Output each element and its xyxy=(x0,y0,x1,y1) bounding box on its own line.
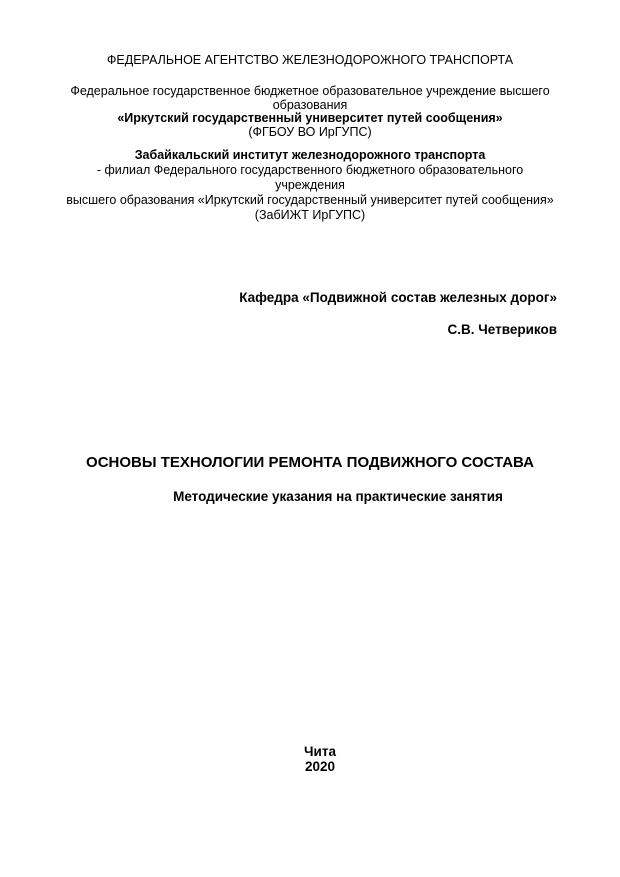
university-abbreviation: (ФГБОУ ВО ИрГУПС) xyxy=(248,124,372,139)
institute-name: Забайкальский институт железнодорожного транспорта xyxy=(134,148,486,162)
imprint-city: Чита xyxy=(304,744,336,759)
founder-line-2: образования xyxy=(272,97,348,112)
department-name: Кафедра «Подвижной состав железных дорог» xyxy=(239,290,557,305)
institute-line-1: - филиал Федерального государственного бюджетного образовательного xyxy=(96,163,524,177)
agency-name: ФЕДЕРАЛЬНОЕ АГЕНТСТВО ЖЕЛЕЗНОДОРОЖНОГО ТРАНСПОРТА xyxy=(106,53,514,67)
document-title: ОСНОВЫ ТЕХНОЛОГИИ РЕМОНТА ПОДВИЖНОГО СОСТАВА xyxy=(86,454,534,471)
institute-block xyxy=(63,148,557,223)
institute-line-3: высшего образования «Иркутский государственный университет путей сообщения» xyxy=(66,193,554,207)
author-name: С.В. Четвериков xyxy=(447,322,557,337)
founder-block xyxy=(63,85,557,139)
institute-line-2: учреждения xyxy=(275,178,345,192)
university-name: «Иркутский государственный университет путей сообщения» xyxy=(117,111,503,125)
imprint-block xyxy=(73,744,567,774)
imprint-year: 2020 xyxy=(304,759,336,774)
founder-line-1: Федеральное государственное бюджетное образовательное учреждение высшего xyxy=(70,84,550,98)
institute-abbreviation: (ЗабИЖТ ИрГУПС) xyxy=(254,208,366,222)
document-subtitle: Методические указания на практические занятия xyxy=(173,489,503,504)
